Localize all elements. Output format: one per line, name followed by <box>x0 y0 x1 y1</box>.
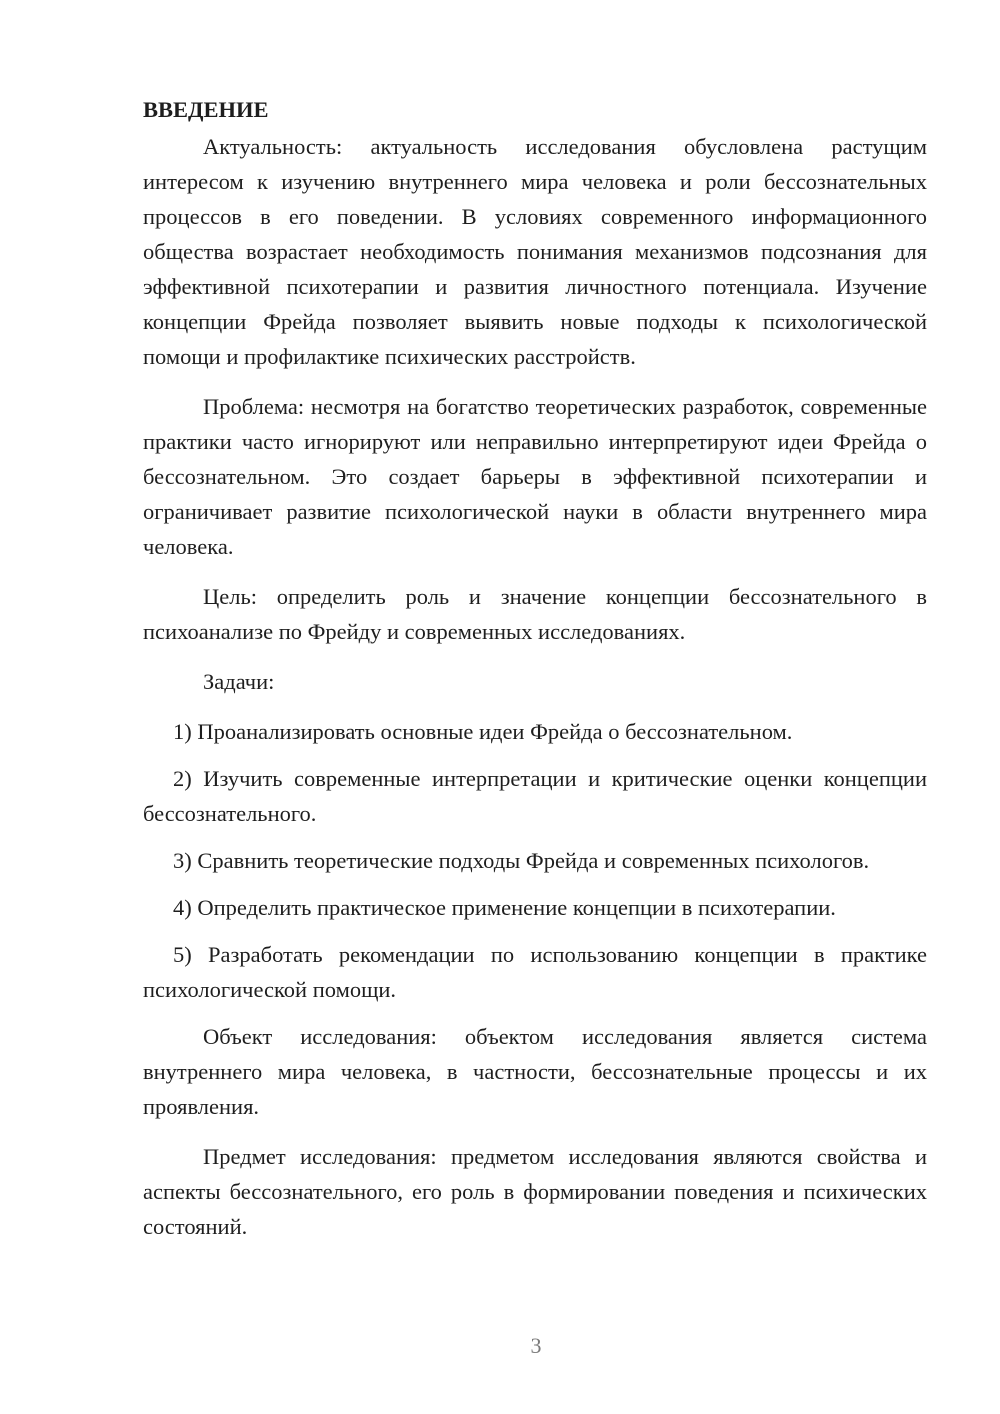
page-number: 3 <box>530 1333 542 1358</box>
paragraph-goal: Цель: определить роль и значение концепции бессознательного в психоанализе по Фрейду и современных исследованиях. <box>143 584 927 644</box>
task-item-5: 5) Разработать рекомендации по использованию концепции в практике психологической помощи. <box>143 942 927 1002</box>
paragraph-subject: Предмет исследования: предметом исследования являются свойства и аспекты бессознательного, его роль в формировании поведения и психических состояний. <box>143 1144 927 1239</box>
paragraph-relevance: Актуальность: актуальность исследования обусловлена растущим интересом к изучению внутреннего мира человека и роли бессознательных процессов в его поведении. В условиях современного информационного общества возрастает необходимость понимания механизмов подсознания для эффективной психотерапии и развития личностного потенциала. Изучение концепции Фрейда позволяет выявить новые подходы к психологической помощи и профилактике психических расстройств. <box>143 134 927 369</box>
section-title: ВВЕДЕНИЕ <box>143 97 269 122</box>
task-item-1: 1) Проанализировать основные идеи Фрейда о бессознательном. <box>173 719 793 744</box>
task-item-4: 4) Определить практическое применение концепции в психотерапии. <box>173 895 836 920</box>
paragraph-object: Объект исследования: объектом исследования является система внутреннего мира человека, в частности, бессознательные процессы и их проявления. <box>143 1024 927 1119</box>
task-item-3: 3) Сравнить теоретические подходы Фрейда и современных психологов. <box>173 848 870 873</box>
task-item-2: 2) Изучить современные интерпретации и критические оценки концепции бессознательного. <box>143 766 927 826</box>
paragraph-problem: Проблема: несмотря на богатство теоретических разработок, современные практики часто игнорируют или неправильно интерпретируют идеи Фрейда о бессознательном. Это создает барьеры в эффективной психотерапии и ограничивает развитие психологической науки в области внутреннего мира человека. <box>143 394 927 559</box>
tasks-heading: Задачи: <box>203 669 275 694</box>
document-page <box>143 92 927 1244</box>
